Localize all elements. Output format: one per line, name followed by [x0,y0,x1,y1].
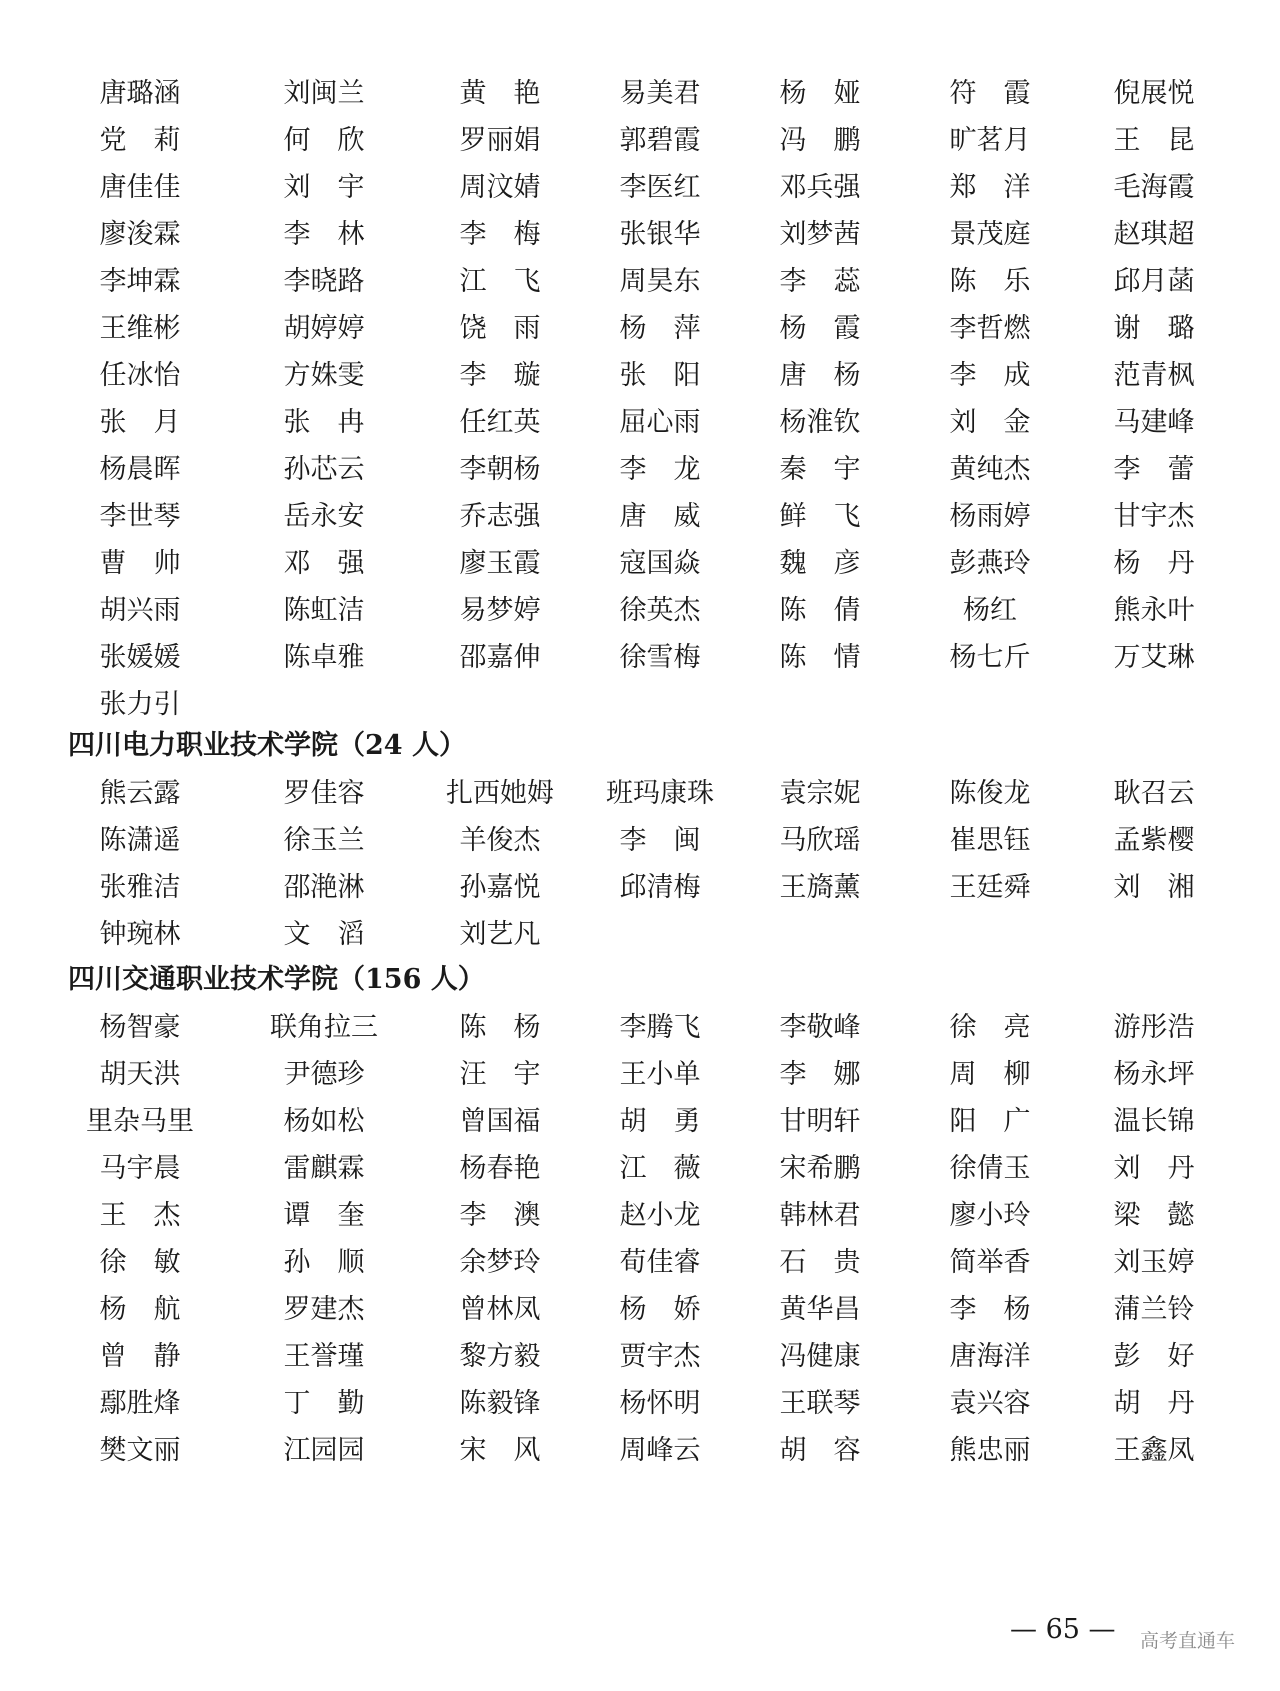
person-name: 杨 航 [99,1294,181,1325]
person-name: 罗建杰 [283,1294,365,1325]
person-name: 张 阳 [619,360,701,391]
person-name: 杨 娇 [619,1294,701,1325]
person-name: 熊云露 [99,778,181,809]
person-name: 张雅洁 [99,872,181,903]
person-name: 黄纯杰 [949,454,1031,485]
person-name: 彭燕玲 [949,548,1031,579]
top-list-row [0,493,1280,541]
person-name: 马宇晨 [99,1153,181,1184]
person-name: 钟琬林 [99,919,181,950]
person-name: 王誉瑾 [283,1341,365,1372]
person-name: 李晓路 [283,266,365,297]
top-list-row [0,164,1280,212]
person-name: 宋希鹏 [779,1153,861,1184]
person-name: 徐 敏 [99,1247,181,1278]
person-name: 乔志强 [459,501,541,532]
transport-list-row [0,1427,1280,1475]
person-name: 崔思钰 [949,825,1031,856]
top-list-row [0,211,1280,259]
section-heading-transport: 四川交通职业技术学院（156 人） [68,964,485,995]
person-name: 秦 宇 [779,454,861,485]
person-name: 胡天洪 [99,1059,181,1090]
person-name: 唐佳佳 [99,172,181,203]
person-name: 邱月菡 [1113,266,1195,297]
person-name: 马建峰 [1113,407,1195,438]
person-name: 李医红 [619,172,701,203]
person-name: 符 霞 [949,78,1031,109]
person-name: 杨 娅 [779,78,861,109]
person-name: 游彤浩 [1113,1012,1195,1043]
person-name: 曹 帅 [99,548,181,579]
person-name: 旷茗月 [949,125,1031,156]
person-name: 李哲燃 [949,313,1031,344]
top-list-row [0,352,1280,400]
person-name: 廖小玲 [949,1200,1031,1231]
person-name: 廖浚霖 [99,219,181,250]
person-name: 陈 情 [779,642,861,673]
person-name: 班玛康珠 [606,778,714,809]
electric-list-row [0,911,1280,959]
person-name: 刘玉婷 [1113,1247,1195,1278]
person-name: 廖玉霞 [459,548,541,579]
person-name: 刘艺凡 [459,919,541,950]
person-name: 温长锦 [1113,1106,1195,1137]
person-name: 杨 霞 [779,313,861,344]
person-name: 李 蕾 [1113,454,1195,485]
person-name: 易美君 [619,78,701,109]
person-name: 王廷舜 [949,872,1031,903]
person-name: 阳 广 [949,1106,1031,1137]
person-name: 梁 懿 [1113,1200,1195,1231]
person-name: 毛海霞 [1113,172,1195,203]
person-name: 邵滟淋 [283,872,365,903]
person-name: 邓兵强 [779,172,861,203]
person-name: 胡 勇 [619,1106,701,1137]
person-name: 易梦婷 [459,595,541,626]
top-list-row [0,305,1280,353]
person-name: 黄 艳 [459,78,541,109]
person-name: 李 娜 [779,1059,861,1090]
person-name: 徐英杰 [619,595,701,626]
person-name: 简举香 [949,1247,1031,1278]
person-name: 贾宇杰 [619,1341,701,1372]
person-name: 邱清梅 [619,872,701,903]
person-name: 杨智豪 [99,1012,181,1043]
transport-list-row [0,1380,1280,1428]
person-name: 孙芯云 [283,454,365,485]
electric-list-row [0,770,1280,818]
person-name: 倪展悦 [1113,78,1195,109]
person-name: 李 蕊 [779,266,861,297]
person-name: 荀佳睿 [619,1247,701,1278]
person-name: 邓 强 [283,548,365,579]
person-name: 黎方毅 [459,1341,541,1372]
person-name: 周峰云 [619,1435,701,1466]
person-name: 鄢胜烽 [99,1388,181,1419]
person-name: 李 梅 [459,219,541,250]
person-name: 徐倩玉 [949,1153,1031,1184]
person-name: 谢 璐 [1113,313,1195,344]
person-name: 刘 丹 [1113,1153,1195,1184]
top-list-row [0,117,1280,165]
person-name: 冯 鹏 [779,125,861,156]
person-name: 范青枫 [1113,360,1195,391]
person-name: 刘 宇 [283,172,365,203]
person-name: 羊俊杰 [459,825,541,856]
person-name: 党 莉 [99,125,181,156]
person-name: 韩林君 [779,1200,861,1231]
person-name: 郑 洋 [949,172,1031,203]
person-name: 江 飞 [459,266,541,297]
person-name: 李朝杨 [459,454,541,485]
person-name: 袁宗妮 [779,778,861,809]
person-name: 徐雪梅 [619,642,701,673]
person-name: 李 林 [283,219,365,250]
top-list-row [0,634,1280,682]
person-name: 邵嘉伸 [459,642,541,673]
watermark: 高考直通车 [1140,1630,1236,1652]
section-heading-electric: 四川电力职业技术学院（24 人） [68,730,466,761]
person-name: 饶 雨 [459,313,541,344]
person-name: 郭碧霞 [619,125,701,156]
person-name: 徐 亮 [949,1012,1031,1043]
person-name: 赵小龙 [619,1200,701,1231]
person-name: 陈 杨 [459,1012,541,1043]
person-name: 文 滔 [283,919,365,950]
person-name: 魏 彦 [779,548,861,579]
transport-list-row [0,1051,1280,1099]
person-name: 任红英 [459,407,541,438]
page-number: — 65 — [1010,1614,1116,1645]
person-name: 蒲兰铃 [1113,1294,1195,1325]
person-name: 李敬峰 [779,1012,861,1043]
person-name: 熊永叶 [1113,595,1195,626]
transport-list-row [0,1286,1280,1334]
person-name: 王小单 [619,1059,701,1090]
transport-list-row [0,1004,1280,1052]
person-name: 罗佳容 [283,778,365,809]
person-name: 任冰怡 [99,360,181,391]
person-name: 樊文丽 [99,1435,181,1466]
person-name: 孙嘉悦 [459,872,541,903]
person-name: 张媛媛 [99,642,181,673]
person-name: 杨淮钦 [779,407,861,438]
person-name: 杨春艳 [459,1153,541,1184]
person-name: 何 欣 [283,125,365,156]
person-name: 彭 好 [1113,1341,1195,1372]
person-name: 曾林凤 [459,1294,541,1325]
person-name: 杨怀明 [619,1388,701,1419]
person-name: 张力引 [99,689,181,720]
person-name: 余梦玲 [459,1247,541,1278]
transport-list-row [0,1098,1280,1146]
person-name: 周汶婧 [459,172,541,203]
person-name: 唐 杨 [779,360,861,391]
person-name: 陈潇遥 [99,825,181,856]
person-name: 耿召云 [1113,778,1195,809]
person-name: 刘 金 [949,407,1031,438]
person-name: 刘梦茜 [779,219,861,250]
person-name: 李 璇 [459,360,541,391]
person-name: 李 杨 [949,1294,1031,1325]
top-list-row [0,70,1280,118]
person-name: 江园园 [283,1435,365,1466]
person-name: 寇国焱 [619,548,701,579]
person-name: 杨七斤 [949,642,1031,673]
transport-list-row [0,1192,1280,1240]
person-name: 张 冉 [283,407,365,438]
transport-list-row [0,1145,1280,1193]
person-name: 甘明轩 [779,1106,861,1137]
person-name: 方姝雯 [283,360,365,391]
person-name: 甘宇杰 [1113,501,1195,532]
person-name: 陈 乐 [949,266,1031,297]
person-name: 鲜 飞 [779,501,861,532]
person-name: 曾国福 [459,1106,541,1137]
transport-list-row [0,1239,1280,1287]
person-name: 徐玉兰 [283,825,365,856]
person-name: 李 澳 [459,1200,541,1231]
person-name: 罗丽娟 [459,125,541,156]
person-name: 张 月 [99,407,181,438]
person-name: 岳永安 [283,501,365,532]
person-name: 王联琴 [779,1388,861,1419]
person-name: 唐海洋 [949,1341,1031,1372]
person-name: 胡兴雨 [99,595,181,626]
person-name: 江 薇 [619,1153,701,1184]
person-name: 联角拉三 [270,1012,378,1043]
person-name: 石 贵 [779,1247,861,1278]
person-name: 胡 丹 [1113,1388,1195,1419]
person-name: 刘 湘 [1113,872,1195,903]
person-name: 汪 宇 [459,1059,541,1090]
person-name: 景茂庭 [949,219,1031,250]
person-name: 王 杰 [99,1200,181,1231]
person-name: 杨 丹 [1113,548,1195,579]
person-name: 宋 风 [459,1435,541,1466]
person-name: 唐 威 [619,501,701,532]
person-name: 陈 倩 [779,595,861,626]
person-name: 胡婷婷 [283,313,365,344]
person-name: 冯健康 [779,1341,861,1372]
person-name: 周昊东 [619,266,701,297]
person-name: 胡 容 [779,1435,861,1466]
person-name: 周 柳 [949,1059,1031,1090]
person-name: 赵琪超 [1113,219,1195,250]
person-name: 陈毅锋 [459,1388,541,1419]
person-name: 尹德珍 [283,1059,365,1090]
top-list-row [0,399,1280,447]
person-name: 王鑫凤 [1113,1435,1195,1466]
person-name: 李世琴 [99,501,181,532]
person-name: 唐璐涵 [99,78,181,109]
person-name: 杨如松 [283,1106,365,1137]
person-name: 李坤霖 [99,266,181,297]
person-name: 丁 勤 [283,1388,365,1419]
top-list-row [0,258,1280,306]
person-name: 陈俊龙 [949,778,1031,809]
person-name: 孙 顺 [283,1247,365,1278]
person-name: 雷麒霖 [283,1153,365,1184]
person-name: 杨永坪 [1113,1059,1195,1090]
person-name: 熊忠丽 [949,1435,1031,1466]
person-name: 王 昆 [1113,125,1195,156]
person-name: 刘闽兰 [283,78,365,109]
top-list-row [0,587,1280,635]
top-list-row [0,446,1280,494]
person-name: 李 闽 [619,825,701,856]
person-name: 陈卓雅 [283,642,365,673]
electric-list-row [0,817,1280,865]
person-name: 里杂马里 [86,1106,194,1137]
person-name: 杨晨晖 [99,454,181,485]
person-name: 扎西她姆 [446,778,554,809]
person-name: 谭 奎 [283,1200,365,1231]
person-name: 张银华 [619,219,701,250]
transport-list-row [0,1333,1280,1381]
electric-list-row [0,864,1280,912]
person-name: 杨雨婷 [949,501,1031,532]
person-name: 王维彬 [99,313,181,344]
person-name: 曾 静 [99,1341,181,1372]
person-name: 杨 萍 [619,313,701,344]
person-name: 马欣瑶 [779,825,861,856]
person-name: 袁兴容 [949,1388,1031,1419]
person-name: 杨红 [963,595,1017,626]
person-name: 万艾琳 [1113,642,1195,673]
person-name: 王旖薰 [779,872,861,903]
person-name: 李 成 [949,360,1031,391]
top-list-row [0,540,1280,588]
person-name: 李腾飞 [619,1012,701,1043]
person-name: 黄华昌 [779,1294,861,1325]
person-name: 孟紫樱 [1113,825,1195,856]
person-name: 李 龙 [619,454,701,485]
person-name: 陈虹洁 [283,595,365,626]
person-name: 屈心雨 [619,407,701,438]
